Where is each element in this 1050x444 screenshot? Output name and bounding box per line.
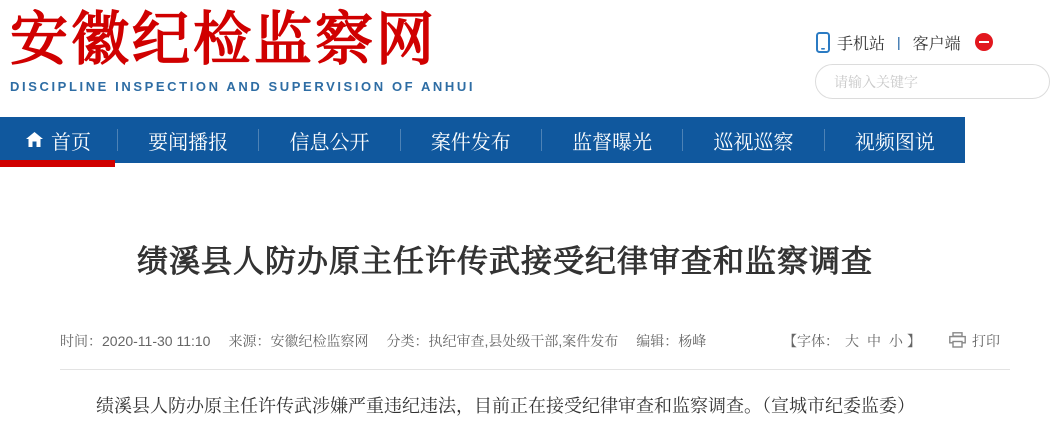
meta-source: 来源：安徽纪检监察网	[228, 333, 369, 349]
nav-item-label: 巡视巡察	[713, 131, 794, 154]
font-size-tool	[783, 331, 921, 351]
font-tool-prefix: 【字体：	[783, 333, 839, 349]
meta-divider-line	[60, 369, 1010, 370]
article-meta	[60, 331, 1000, 351]
article-tools	[783, 331, 1000, 351]
font-size-medium-button[interactable]: 中	[867, 333, 881, 349]
site-subtitle: DISCIPLINE INSPECTION AND SUPERVISION OF ANHUI	[10, 79, 476, 94]
article-title: 绩溪县人防办原主任许传武接受纪律审查和监察调查	[137, 244, 873, 279]
nav-item-info-disclosure[interactable]	[259, 117, 399, 163]
site-title: 安徽纪检监察网	[10, 7, 438, 72]
wechat-app-icon[interactable]	[973, 31, 995, 53]
search-input[interactable]	[815, 64, 1050, 99]
article-body: 绩溪县人防办原主任许传武涉嫌严重违纪违法，目前正在接受纪律审查和监察调查。（宣城市纪委监委）	[96, 396, 915, 416]
print-label: 打印	[972, 333, 1000, 349]
nav-item-inspection-tour[interactable]	[683, 117, 823, 163]
nav-item-home[interactable]	[0, 117, 117, 163]
client-app-link[interactable]: 客户端	[912, 35, 961, 53]
main-nav	[0, 117, 965, 163]
nav-item-label: 视频图说	[854, 131, 935, 154]
nav-item-label: 监督曝光	[572, 131, 653, 154]
mobile-phone-icon	[816, 32, 830, 53]
quicklinks-divider: |	[897, 34, 901, 50]
header-quicklinks	[816, 30, 995, 54]
meta-editor: 编辑：杨峰	[636, 333, 707, 349]
nav-item-label: 首页	[50, 131, 91, 154]
nav-item-video-gallery[interactable]	[825, 117, 965, 163]
print-button[interactable]	[949, 331, 1000, 351]
nav-item-case-release[interactable]	[401, 117, 541, 163]
site-logo[interactable]	[10, 2, 475, 94]
nav-item-label: 要闻播报	[148, 131, 229, 154]
mobile-site-link[interactable]: 手机站	[837, 35, 886, 53]
meta-category: 分类：执纪审查,县处级干部,案件发布	[386, 333, 619, 349]
printer-icon	[949, 332, 966, 351]
nav-item-news[interactable]	[118, 117, 258, 163]
font-size-small-button[interactable]: 小	[889, 333, 903, 349]
nav-item-label: 案件发布	[430, 131, 511, 154]
font-size-large-button[interactable]: 大	[845, 333, 859, 349]
font-tool-suffix: 】	[907, 333, 921, 349]
nav-item-supervision-exposure[interactable]	[542, 117, 682, 163]
home-icon	[26, 132, 43, 147]
meta-time: 时间：2020-11-30 11:10	[60, 333, 211, 349]
nav-item-label: 信息公开	[289, 131, 370, 154]
